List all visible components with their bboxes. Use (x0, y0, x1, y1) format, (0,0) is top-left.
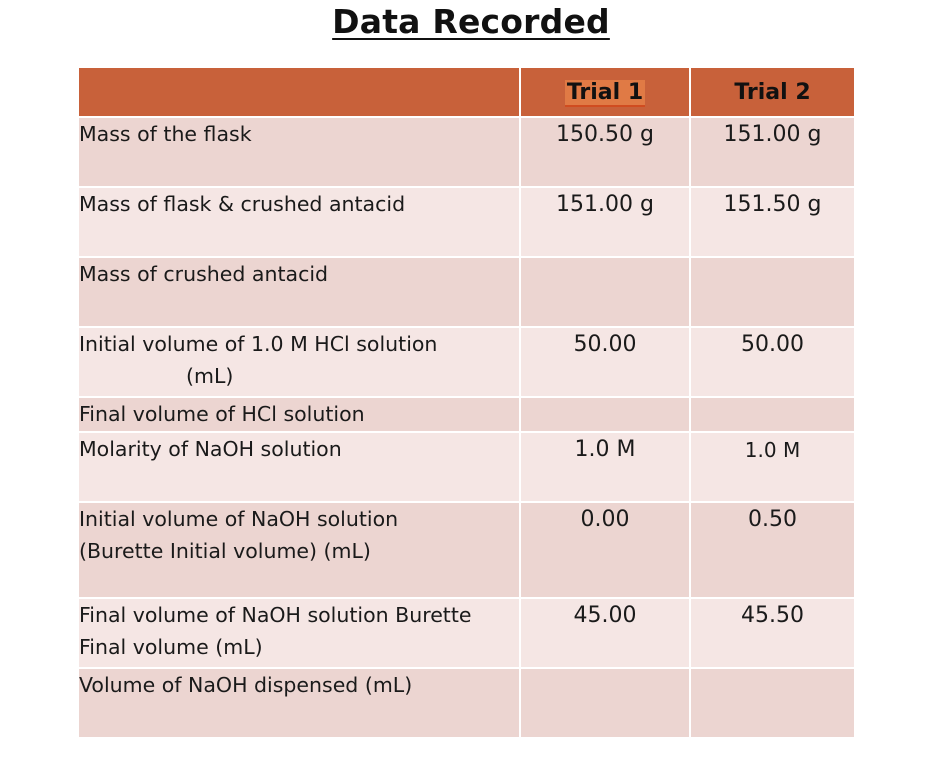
page-title: Data Recorded (332, 2, 610, 41)
row-label-text: Initial volume of 1.0 M HCl solution (79, 332, 438, 356)
trial-2-value (690, 257, 855, 327)
row-label (78, 327, 520, 397)
row-label-text: Molarity of NaOH solution (79, 437, 342, 461)
row-label (78, 502, 520, 598)
header-cell-trial-2: Trial 2 (690, 67, 855, 117)
trial-2-value: 0.50 (690, 502, 855, 598)
trial-1-value: 150.50 g (520, 117, 690, 187)
trial-2-value: 50.00 (690, 327, 855, 397)
trial-1-value: 151.00 g (520, 187, 690, 257)
row-label-text-line-2: Final volume (mL) (79, 635, 263, 659)
trial-2-value (690, 668, 855, 738)
row-label-text: Mass of crushed antacid (79, 262, 329, 286)
row-label (78, 187, 520, 257)
row-label-text-line-2: (Burette Initial volume) (mL) (79, 539, 371, 563)
row-label (78, 598, 520, 668)
table-row (78, 668, 855, 738)
row-label-text: Mass of the flask (79, 122, 252, 146)
row-label (78, 257, 520, 327)
trial-1-value: 50.00 (520, 327, 690, 397)
table-row (78, 257, 855, 327)
trial-2-value: 151.00 g (690, 117, 855, 187)
row-label-text-line-2: (mL) (186, 364, 234, 388)
table-row (78, 327, 855, 397)
trial-2-value: 151.50 g (690, 187, 855, 257)
row-label-text: Initial volume of NaOH solution (79, 507, 399, 531)
row-label (78, 117, 520, 187)
table-row (78, 187, 855, 257)
row-label-text: Volume of NaOH dispensed (mL) (79, 673, 413, 697)
row-label-text: Final volume of HCl solution (79, 402, 365, 426)
trial-1-value (520, 668, 690, 738)
trial-1-value: 45.00 (520, 598, 690, 668)
table-row (78, 598, 855, 668)
trial-2-value: 45.50 (690, 598, 855, 668)
trial-1-value (520, 397, 690, 432)
row-label-text: Final volume of NaOH solution Burette (79, 603, 472, 627)
row-label (78, 397, 520, 432)
table-row (78, 117, 855, 187)
data-table (77, 66, 856, 739)
trial-2-value: 1.0 M (690, 432, 855, 502)
header-label-trial-1: Trial 1 (566, 79, 644, 105)
trial-1-value (520, 257, 690, 327)
header-cell-trial-1 (520, 67, 690, 117)
trial-1-value: 0.00 (520, 502, 690, 598)
row-label (78, 432, 520, 502)
trial-1-value: 1.0 M (520, 432, 690, 502)
table-row (78, 397, 855, 432)
table-row (78, 502, 855, 598)
table-row (78, 432, 855, 502)
row-label-text: Mass of flask & crushed antacid (79, 192, 406, 216)
row-label (78, 668, 520, 738)
header-cell-parameter (78, 67, 520, 117)
trial-2-value (690, 397, 855, 432)
table-header-row (78, 67, 855, 117)
